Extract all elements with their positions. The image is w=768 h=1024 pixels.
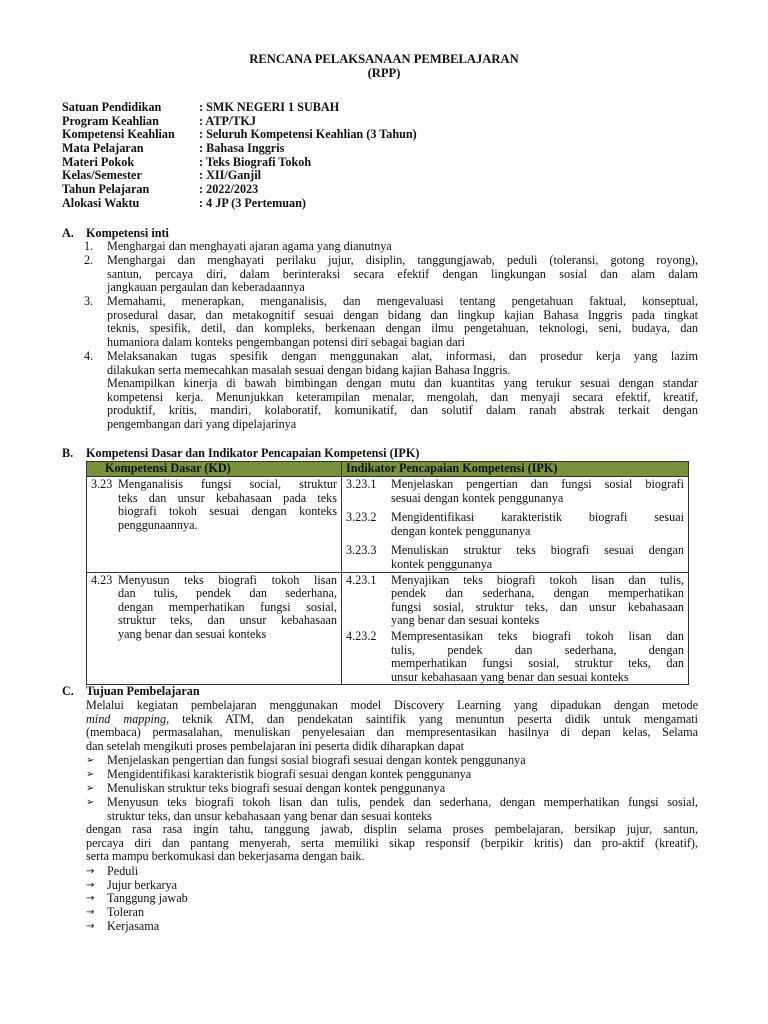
identity-value: : XII/Ganjil: [199, 168, 261, 183]
objectives-intro: [86, 699, 698, 753]
section-letter: C.: [62, 684, 74, 698]
value-item: [84, 906, 698, 920]
kd-line: yang benar dan sesuai konteks: [118, 626, 267, 641]
item-number: 1.: [84, 239, 94, 253]
ipk-number: 3.23.2: [346, 510, 377, 525]
item-line: prosedural dasar, dan metakognitif sesuai dengan bidang dan lingkup kajian Bahasa Inggris pada tingkat: [107, 307, 698, 322]
objective-line: Menyusun teks biografi tokoh lisan dan tulis, pendek dan sederhana, dengan memperhatikan fungsi sosial,: [107, 795, 698, 809]
identity-block: [62, 101, 417, 211]
arrow-right-icon: →: [86, 866, 95, 877]
identity-value: : Bahasa Inggris: [199, 141, 285, 156]
identity-row: [62, 115, 417, 129]
item-line: dilakukan serta memecahkan masalah sesuai dengan bidang kajian Bahasa Inggris.: [107, 362, 511, 377]
closing-line: percaya diri dan pantang menyerah, serta memiliki sikap responsif (berpikir kritis) dan pro-aktif (kreatif),: [86, 835, 698, 850]
value-label: Tanggung jawab: [107, 891, 188, 905]
document-subtitle: (RPP): [367, 66, 401, 80]
objective-item: [84, 796, 698, 823]
item-number: 2.: [84, 253, 94, 267]
kd-line: Menyusun teks biografi tokoh lisan: [118, 572, 337, 587]
value-label: Jujur berkarya: [107, 878, 178, 892]
ipk-item: [346, 544, 684, 571]
ipk-line: fungsi sosial, struktur teks, dan unsur kebahasaan: [391, 599, 684, 614]
identity-value: : 4 JP (3 Pertemuan): [199, 195, 306, 210]
intro-line: (membaca) permasalahan, menuliskan penyelesaian dan mempresentasikan hasilnya di depan kelas, Selama: [86, 725, 698, 740]
column-header-ipk: Indikator Pencapaian Kompetensi (IPK): [342, 462, 689, 477]
closing-line: serta mampu berkomukasi dan bekerjasama dengan baik.: [86, 849, 365, 864]
ipk-line: dengan kontek penggunanya: [391, 523, 531, 538]
kd-line: penggunaannya.: [118, 517, 198, 532]
intro-italic-term: mind mapping,: [86, 711, 170, 726]
table-row: [87, 477, 689, 573]
ipk-line: kontek penggunanya: [391, 556, 493, 571]
kd-number: 3.23: [91, 477, 113, 491]
identity-row: [62, 197, 417, 211]
intro-line: [86, 713, 698, 727]
document-title: RENCANA PELAKSANAAN PEMBELAJARAN: [249, 52, 519, 66]
value-item: [84, 892, 698, 906]
arrow-right-icon: →: [86, 907, 95, 918]
kd-cell: [87, 572, 342, 685]
ipk-line: Mengidentifikasi karakteristik biografi sesuai: [391, 510, 684, 525]
identity-label: Kompetensi Keahlian: [62, 127, 175, 142]
identity-label: Alokasi Waktu: [62, 195, 140, 210]
section-letter: A.: [62, 226, 74, 240]
objective-line: Menjelaskan pengertian dan fungsi sosial biografi sesuai dengan kontek penggunanya: [107, 753, 526, 767]
item-number: 4.: [84, 349, 94, 363]
table-row: [87, 572, 689, 685]
list-item: [84, 254, 698, 295]
ipk-line: Menyajikan teks biografi tokoh lisan dan tulis,: [391, 572, 684, 587]
ipk-line: tulis, pendek dan sederhana, dengan: [391, 642, 684, 657]
value-item: [84, 865, 698, 879]
arrow-right-icon: →: [86, 880, 95, 891]
ipk-line: sesuai dengan kontek penggunanya: [391, 490, 564, 505]
item-line: santun, percaya diri, dalam berinteraksi secara efektif dengan lingkungan sosial dan alam dalam: [107, 266, 698, 281]
identity-row: [62, 169, 417, 183]
kd-line: dan tulis, pendek dan sederhana,: [118, 586, 337, 601]
ipk-line: yang benar dan sesuai konteks: [391, 613, 540, 628]
objective-item: [84, 768, 698, 782]
ipk-line: Menjelaskan pengertian dan fungsi sosial biografi: [391, 477, 684, 491]
arrow-right-icon: →: [86, 921, 95, 932]
kd-line: dengan memperhatikan fungsi sosial,: [118, 599, 337, 614]
identity-label: Tahun Pelajaran: [62, 182, 150, 197]
kd-ipk-table: [86, 461, 689, 685]
ipk-number: 3.23.1: [346, 477, 377, 491]
item-line: Memahami, menerapkan, menganalisis, dan mengevaluasi tentang pengetahuan faktual, konseptual,: [107, 294, 698, 308]
column-header-kd: Kompetensi Dasar (KD): [87, 462, 342, 477]
arrow-right-icon: →: [86, 893, 95, 904]
value-item: [84, 920, 698, 934]
objectives-closing: [86, 823, 698, 864]
intro-line-rest: teknik ATM, dan pendekatan saintifik yang menuntun peserta didik untuk mengamati: [169, 711, 699, 726]
identity-value: : 2022/2023: [199, 182, 259, 197]
identity-row: [62, 128, 417, 142]
ipk-line: Menuliskan struktur teks biografi sesuai dengan: [391, 543, 684, 558]
identity-label: Materi Pokok: [62, 154, 135, 169]
kd-number: 4.23: [91, 572, 113, 587]
arrowhead-bullet-icon: ➢: [86, 783, 95, 794]
identity-label: Mata Pelajaran: [62, 141, 144, 156]
kd-line: biografi tokoh sesuai dengan konteks: [118, 504, 337, 519]
item-line: Menghargai dan menghayati ajaran agama yang dianutnya: [107, 239, 392, 253]
objective-line: Menuliskan struktur teks biografi sesuai dengan kontek penggunanya: [107, 781, 446, 795]
item-line: produktif, kritis, mandiri, kolaboratif, komunikatif, dan solutif dalam ranah abstrak terkait dengan: [107, 403, 698, 418]
identity-row: [62, 101, 417, 115]
arrowhead-bullet-icon: ➢: [86, 769, 95, 780]
value-label: Peduli: [107, 864, 139, 878]
closing-line: dengan rasa rasa ingin tahu, tanggung jawab, displin selama proses pembelajaran, bersikap jujur, santun,: [86, 822, 698, 836]
arrowhead-bullet-icon: ➢: [86, 797, 95, 808]
item-line: teknis, spesifik, detil, dan kompleks, berkenaan dengan ilmu pengetahuan, teknologi, seni, budaya, dan: [107, 321, 698, 336]
ipk-line: Mempresentasikan teks biografi tokoh lisan dan: [391, 628, 684, 643]
kd-line: Menganalisis fungsi social, struktur: [118, 477, 337, 491]
objective-line: struktur teks, dan unsur kebahasaan yang benar dan sesuai konteks: [107, 808, 432, 823]
ipk-item: [346, 478, 684, 505]
objective-item: [84, 754, 698, 768]
identity-row: [62, 142, 417, 156]
kd-line: struktur teks, dan unsur kebahasaan: [118, 613, 337, 628]
section-title: Kompetensi inti: [86, 226, 169, 240]
section-title: Tujuan Pembelajaran: [86, 684, 200, 698]
ipk-item: [346, 630, 684, 684]
ipk-number: 3.23.3: [346, 543, 377, 558]
identity-value: : Seluruh Kompetensi Keahlian (3 Tahun): [199, 127, 417, 142]
value-label: Kerjasama: [107, 919, 160, 933]
list-item: [84, 350, 698, 432]
ipk-cell: [342, 572, 689, 685]
ipk-line: unsur kebahasaan yang benar dan sesuai konteks: [391, 669, 629, 684]
ipk-line: pendek dan sederhana, dengan memperhatikan: [391, 586, 684, 601]
objective-line: Mengidentifikasi karakteristik biografi sesuai dengan kontek penggunanya: [107, 767, 472, 781]
identity-label: Satuan Pendidikan: [62, 100, 162, 114]
kd-line: teks dan unsur kebahasaan pada teks: [118, 490, 337, 505]
ipk-item: [346, 511, 684, 538]
item-line: jangkauan pergaulan dan keberadaannya: [107, 280, 305, 295]
ipk-cell: [342, 477, 689, 573]
table-header-row: [87, 462, 689, 477]
identity-label: Kelas/Semester: [62, 168, 142, 183]
item-line: Menampilkan kinerja di bawah bimbingan dengan mutu dan kuantitas yang terukur sesuai dengan standar: [107, 376, 698, 391]
item-number: 3.: [84, 294, 94, 308]
section-c-heading: [62, 685, 200, 699]
section-letter: B.: [62, 446, 74, 460]
item-line: kompetensi kerja. Menunjukkan keterampilan menalar, mengolah, dan menyaji secara efektif, kreatif,: [107, 389, 698, 404]
identity-row: [62, 156, 417, 170]
kd-cell: [87, 477, 342, 573]
identity-value: : SMK NEGERI 1 SUBAH: [199, 100, 340, 114]
arrowhead-bullet-icon: ➢: [86, 755, 95, 766]
section-b-heading: [62, 447, 419, 461]
identity-value: : ATP/TKJ: [199, 113, 256, 128]
list-item: [84, 295, 698, 349]
ipk-number: 4.23.1: [346, 572, 377, 587]
item-line: humaniora dalam konteks pengembangan potensi diri sebagai bagian dari: [107, 334, 466, 349]
ipk-line: memperhatikan fungsi sosial, struktur teks, dan: [391, 656, 684, 671]
identity-label: Program Keahlian: [62, 113, 159, 128]
identity-value: : Teks Biografi Tokoh: [199, 154, 312, 169]
intro-line: Melalui kegiatan pembelajaran menggunakan model Discovery Learning yang dipadukan dengan metode: [86, 698, 698, 712]
intro-line: dan setelah mengikuti proses pembelajaran ini peserta didik diharapkan dapat: [86, 738, 465, 753]
identity-row: [62, 183, 417, 197]
item-line: Menghargai dan menghayati perilaku jujur, disiplin, tanggungjawab, peduli (toleransi, gotong royong),: [107, 253, 698, 267]
objective-item: [84, 782, 698, 796]
item-line: pengembangan dari yang dipelajarinya: [107, 416, 297, 431]
value-label: Toleran: [107, 905, 145, 919]
item-line: Melaksanakan tugas spesifik dengan menggunakan alat, informasi, dan prosedur kerja yang lazim: [107, 349, 698, 363]
ipk-number: 4.23.2: [346, 628, 377, 643]
ipk-item: [346, 574, 684, 628]
list-item: [84, 240, 698, 254]
section-title: Kompetensi Dasar dan Indikator Pencapaian Kompetensi (IPK): [86, 446, 420, 460]
